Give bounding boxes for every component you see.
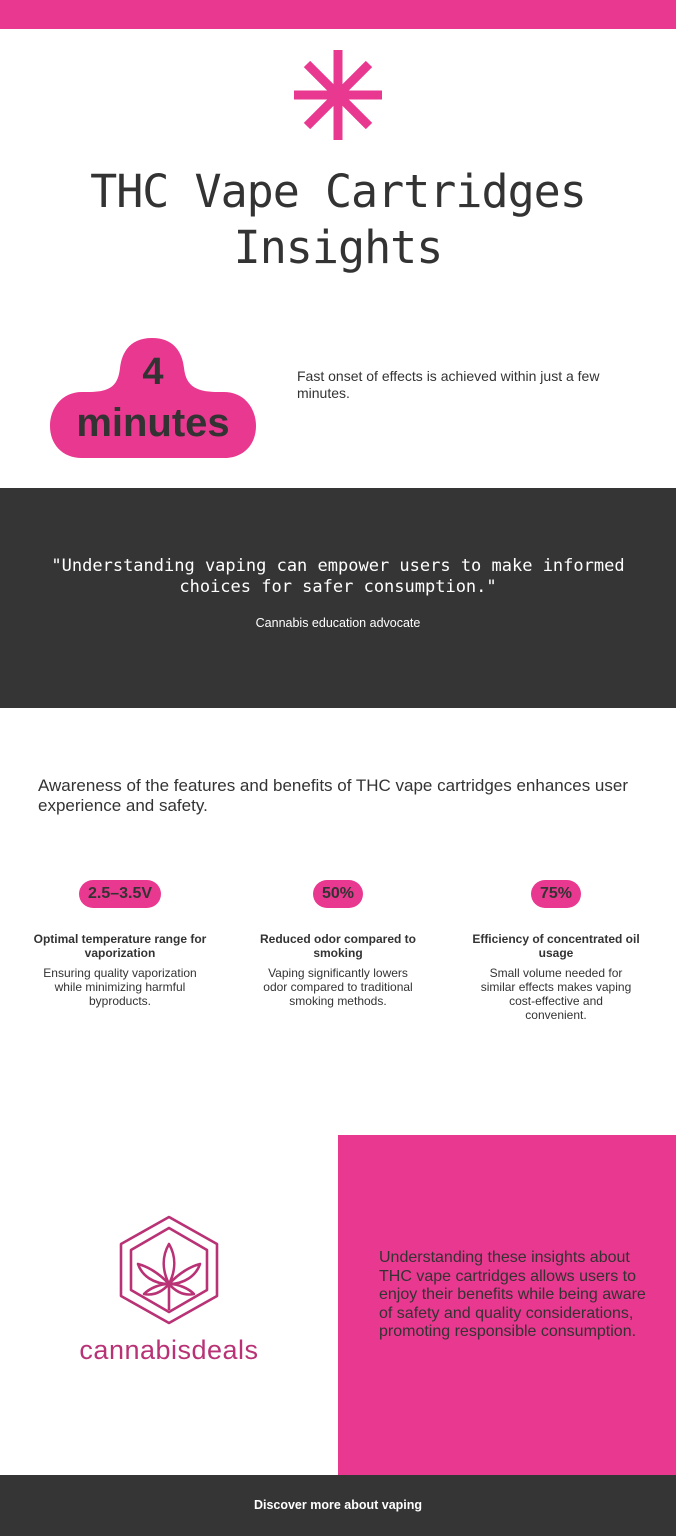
feature-description: Small volume needed for similar effects makes vaping cost-effective and convenient. bbox=[480, 966, 632, 1022]
feature-description: Vaping significantly lowers odor compared to traditional smoking methods. bbox=[263, 966, 413, 1008]
footer bbox=[0, 1475, 676, 1536]
asterisk-icon bbox=[288, 48, 388, 142]
cannabis-leaf-hexagon-icon bbox=[116, 1214, 222, 1326]
feature-title: Efficiency of concentrated oil usage bbox=[472, 932, 640, 960]
brand-logo-text: cannabisdeals bbox=[79, 1335, 259, 1365]
feature-value-badge: 75% bbox=[531, 880, 581, 908]
discover-more-link[interactable]: Discover more about vaping bbox=[253, 1498, 423, 1512]
feature-title: Optimal temperature range for vaporization bbox=[33, 932, 207, 960]
quote-section bbox=[0, 488, 676, 708]
conclusion-text: Understanding these insights about THC vape cartridges allows users to enjoy their benefits while being aware of safety and quality considerations, promoting responsible consumption. bbox=[379, 1249, 646, 1340]
feature-value-badge: 50% bbox=[313, 880, 363, 908]
stat-description: Fast onset of effects is achieved within just a few minutes. bbox=[297, 368, 600, 401]
quote-text: "Understanding vaping can empower users to make informed choices for safer consumption." bbox=[51, 556, 625, 597]
quote-author: Cannabis education advocate bbox=[255, 616, 421, 630]
feature-card-voltage bbox=[30, 880, 210, 1008]
feature-card-odor bbox=[248, 880, 428, 1008]
title-line-2: Insights bbox=[233, 221, 443, 274]
feature-card-efficiency bbox=[466, 880, 646, 1022]
top-accent-bar bbox=[0, 0, 676, 29]
page-title bbox=[0, 164, 676, 276]
feature-description: Ensuring quality vaporization while minimizing harmful byproducts. bbox=[43, 966, 197, 1008]
stat-number: 4 bbox=[142, 351, 164, 393]
awareness-text: Awareness of the features and benefits of THC vape cartridges enhances user experience and safety. bbox=[38, 776, 628, 815]
feature-value-badge: 2.5–3.5V bbox=[79, 880, 161, 908]
title-line-1: THC Vape Cartridges bbox=[90, 165, 586, 218]
conclusion-panel bbox=[338, 1135, 676, 1475]
stat-unit: minutes bbox=[76, 401, 230, 445]
feature-title: Reduced odor compared to smoking bbox=[259, 932, 417, 960]
